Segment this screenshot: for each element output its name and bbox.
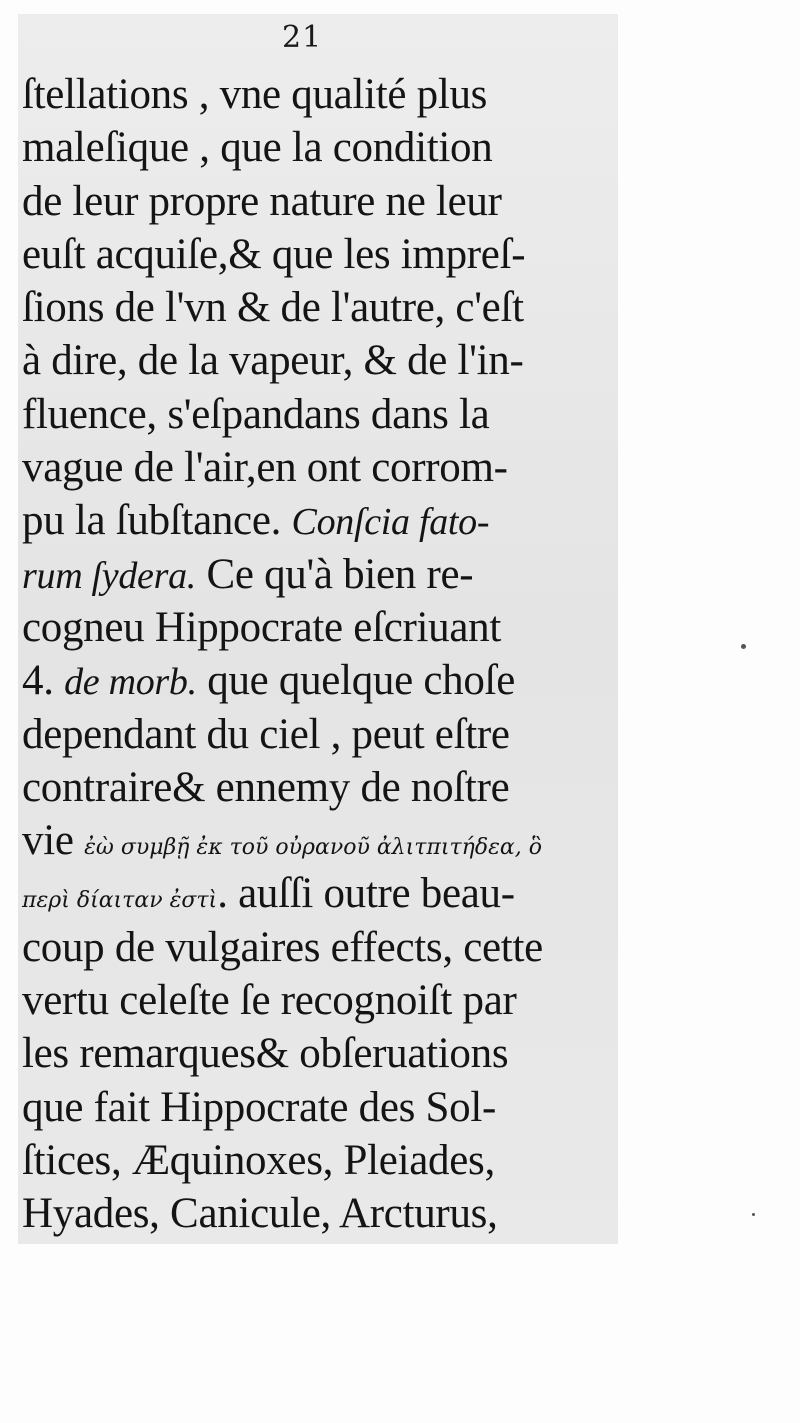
text-line bbox=[22, 974, 622, 1027]
text-line bbox=[22, 228, 622, 281]
text-run: ſtellations , vne qualité plus bbox=[22, 71, 488, 118]
text-line bbox=[22, 441, 622, 494]
text-run: ſions de l'vn & de l'autre, c'eſt bbox=[22, 284, 524, 332]
text-run: maleſique , que la condition bbox=[22, 124, 493, 172]
text-run: les remarques& obſeruations bbox=[22, 1030, 509, 1078]
text-run: que quelque choſe bbox=[196, 657, 515, 705]
text-line bbox=[22, 1134, 622, 1187]
text-run: pu la ſubſtance. bbox=[22, 497, 292, 545]
text-run: dependant du ciel , peut eſtre bbox=[22, 710, 510, 758]
text-line bbox=[22, 814, 622, 867]
ink-speck bbox=[741, 644, 746, 649]
text-line bbox=[22, 708, 622, 761]
text-run: Ce qu'à bien re- bbox=[196, 550, 474, 598]
text-line bbox=[22, 921, 622, 974]
italic-text: rum ſydera. bbox=[22, 554, 197, 597]
text-run: . auſſi outre beau- bbox=[217, 870, 515, 918]
text-line bbox=[22, 121, 622, 174]
text-run: Hyades, Canicule, Arcturus, bbox=[22, 1190, 498, 1238]
text-line bbox=[22, 761, 622, 814]
greek-quotation: περὶ δίαιταν ἐστὶ bbox=[22, 888, 218, 914]
text-run: de leur propre nature ne leur bbox=[22, 177, 502, 225]
greek-quotation: ἐὼ συμβῇ ἐκ τοῦ οὐρανοῦ ἀλιτπιτήδεα, ὃ bbox=[84, 835, 542, 861]
text-line bbox=[22, 548, 622, 601]
italic-text: de morb. bbox=[64, 661, 197, 704]
text-line bbox=[22, 281, 622, 334]
text-run: vertu celeſte ſe recognoiſt par bbox=[22, 977, 517, 1025]
text-run: à dire, de la vapeur, & de l'in- bbox=[22, 337, 524, 385]
text-run: contraire& ennemy de noſtre bbox=[22, 763, 510, 811]
text-run: cogneu Hippocrate eſcriuant bbox=[22, 603, 502, 651]
text-line bbox=[22, 1187, 622, 1240]
text-line bbox=[22, 494, 622, 547]
text-run: que fait Hippocrate des Sol- bbox=[22, 1083, 497, 1131]
text-line bbox=[22, 388, 622, 441]
text-line bbox=[22, 654, 622, 707]
text-run: fluence, s'eſpandans dans la bbox=[22, 390, 490, 438]
text-run: vague de l'air,en ont corrom- bbox=[22, 444, 508, 492]
page-number: 21 bbox=[282, 20, 323, 55]
body-text bbox=[22, 68, 622, 1241]
text-line bbox=[22, 867, 622, 920]
text-line bbox=[22, 1081, 622, 1134]
text-run: 4. bbox=[22, 657, 65, 705]
text-run: euſt acquiſe,& que les impreſ- bbox=[22, 230, 526, 278]
text-line bbox=[22, 175, 622, 228]
text-line bbox=[22, 68, 622, 121]
ink-speck bbox=[752, 1213, 755, 1216]
text-run: vie bbox=[22, 817, 85, 865]
text-line bbox=[22, 601, 622, 654]
italic-text: Conſcia fato- bbox=[291, 501, 490, 544]
text-line bbox=[22, 1027, 622, 1080]
text-run: coup de vulgaires effects, cette bbox=[22, 923, 543, 971]
text-line bbox=[22, 334, 622, 387]
text-run: ſtices, Æquinoxes, Pleiades, bbox=[22, 1136, 495, 1184]
